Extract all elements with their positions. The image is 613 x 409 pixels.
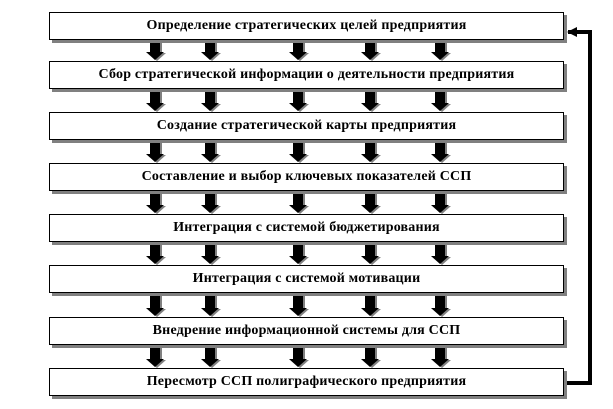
step-label-8: Пересмотр ССП полиграфического предприятия [146, 374, 467, 389]
step-box-2 [49, 61, 564, 89]
step-label-3: Создание стратегической карты предприятия [156, 118, 457, 133]
step-box-4 [49, 163, 564, 191]
step-label-4: Составление и выбор ключевых показателей ССП [141, 169, 472, 184]
feedback-loop-arrow [567, 32, 590, 383]
step-box-7 [49, 317, 564, 345]
step-box-8 [49, 368, 564, 396]
step-label-5: Интеграция с системой бюджетирования [173, 220, 440, 235]
step-label-2: Сбор стратегической информации о деятельности предприятия [98, 67, 515, 82]
step-box-6 [49, 265, 564, 293]
step-label-1: Определение стратегических целей предприятия [146, 18, 467, 33]
step-box-5 [49, 214, 564, 242]
step-box-3 [49, 112, 564, 140]
step-label-6: Интеграция с системой мотивации [192, 271, 421, 286]
step-label-7: Внедрение информационной системы для ССП [152, 323, 461, 338]
step-box-1 [49, 12, 564, 40]
